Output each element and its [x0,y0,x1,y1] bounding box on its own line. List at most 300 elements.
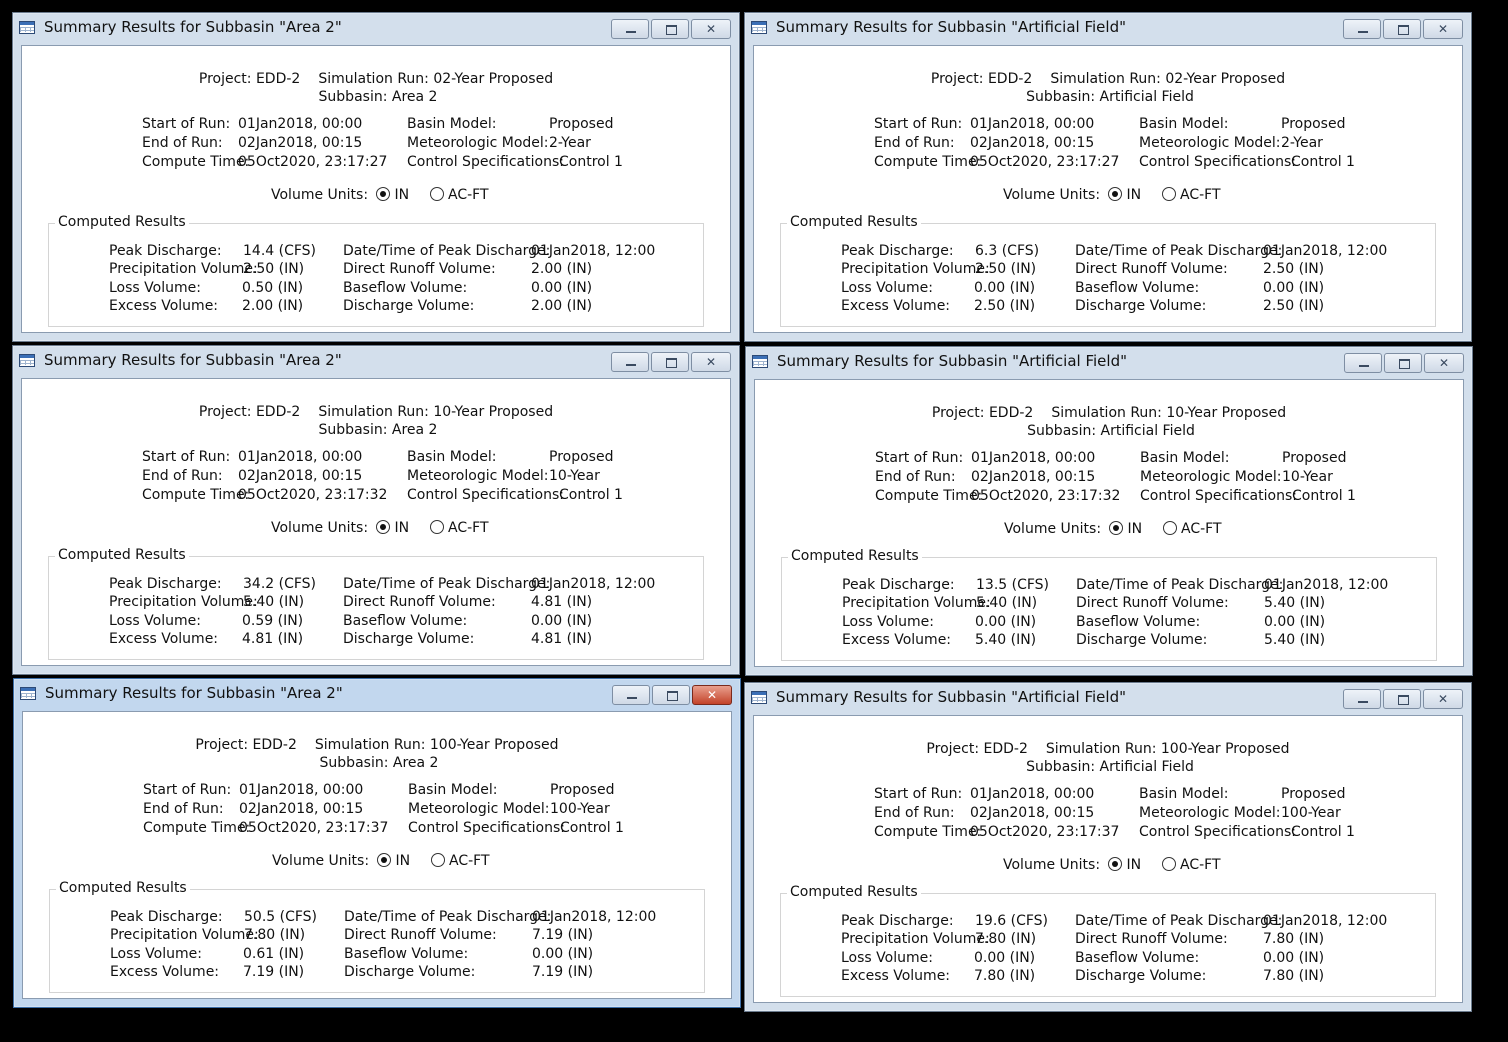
volume-units-acft-label[interactable]: AC-FT [1181,521,1222,537]
minimize-icon [1358,701,1368,703]
end-of-run-label: End of Run: [142,135,223,151]
peak-discharge-value: 13.5 (CFS) [976,577,1050,593]
start-of-run-label: Start of Run: [874,786,963,802]
window-title: Summary Results for Subbasin "Area 2" [45,684,343,702]
peak-time-value: 01Jan2018, 12:00 [1263,243,1388,259]
peak-time-value: 01Jan2018, 12:00 [1264,577,1389,593]
peak-discharge-label: Peak Discharge: [842,577,955,593]
basin-model-label: Basin Model: [1139,116,1229,132]
volume-units-in-label[interactable]: IN [394,187,410,203]
summary-results-window[interactable] [744,682,1472,1012]
control-specifications-value: Control 1 [560,820,624,836]
peak-discharge-value: 50.5 (CFS) [244,909,318,925]
peak-time-value: 01Jan2018, 12:00 [531,576,656,592]
loss-volume-value: 0.59 (IN) [242,613,304,629]
control-specifications-label: Control Specifications: [407,487,564,503]
baseflow-volume-label: Baseflow Volume: [343,613,468,629]
volume-units-in-radio[interactable] [376,187,390,201]
simulation-run-label: Simulation Run: 10-Year Proposed [1051,405,1287,421]
close-button[interactable] [1423,19,1463,39]
window-title: Summary Results for Subbasin "Area 2" [44,18,342,36]
excess-volume-label: Excess Volume: [109,631,219,647]
start-of-run-value: 01Jan2018, 00:00 [970,786,1095,802]
basin-model-value: Proposed [1281,116,1346,132]
results-panel [754,379,1464,667]
maximize-icon [666,358,677,368]
window-title: Summary Results for Subbasin "Artificial Field" [776,688,1126,706]
minimize-button[interactable] [1344,353,1382,373]
meteorologic-model-label: Meteorologic Model: [1140,469,1282,485]
basin-model-value: Proposed [1282,450,1347,466]
direct-runoff-label: Direct Runoff Volume: [1075,261,1228,277]
basin-model-value: Proposed [549,116,614,132]
compute-time-label: Compute Time: [874,154,982,170]
computed-results-group [48,214,704,327]
volume-units-label: Volume Units: [271,520,369,536]
volume-units-acft-radio[interactable] [1162,857,1176,871]
precipitation-volume-label: Precipitation Volume: [109,261,258,277]
direct-runoff-label: Direct Runoff Volume: [344,927,497,943]
maximize-icon [667,691,678,701]
excess-volume-value: 4.81 (IN) [242,631,304,647]
summary-results-window[interactable] [745,346,1473,676]
control-specifications-value: Control 1 [1291,154,1355,170]
end-of-run-value: 02Jan2018, 00:15 [238,468,363,484]
volume-units-in-label[interactable]: IN [1126,187,1142,203]
basin-model-label: Basin Model: [1140,450,1230,466]
compute-time-label: Compute Time: [875,488,983,504]
results-panel [753,45,1463,333]
close-icon: ✕ [706,688,718,702]
peak-time-label: Date/Time of Peak Discharge: [1075,913,1283,929]
table-icon [19,354,35,367]
summary-results-window[interactable] [12,12,740,342]
compute-time-label: Compute Time: [874,824,982,840]
minimize-icon [626,364,636,366]
precipitation-volume-label: Precipitation Volume: [841,931,990,947]
discharge-volume-label: Discharge Volume: [343,298,475,314]
compute-time-value: 05Oct2020, 23:17:32 [238,487,388,503]
meteorologic-model-value: 10-Year [549,468,600,484]
volume-units-acft-radio[interactable] [430,187,444,201]
control-specifications-value: Control 1 [1292,488,1356,504]
baseflow-volume-value: 0.00 (IN) [531,280,593,296]
computed-results-group [780,214,1436,327]
compute-time-label: Compute Time: [143,820,251,836]
basin-model-value: Proposed [1281,786,1346,802]
close-button[interactable] [691,352,731,372]
volume-units-acft-label[interactable]: AC-FT [448,520,489,536]
minimize-icon [627,697,637,699]
computed-results-title: Computed Results [787,214,921,230]
excess-volume-value: 5.40 (IN) [975,632,1037,648]
close-button[interactable] [692,685,732,705]
start-of-run-label: Start of Run: [874,116,963,132]
end-of-run-label: End of Run: [874,135,955,151]
simulation-run-label: Simulation Run: 100-Year Proposed [314,737,559,753]
excess-volume-label: Excess Volume: [841,968,951,984]
compute-time-value: 05Oct2020, 23:17:32 [971,488,1121,504]
results-panel [21,378,731,666]
start-of-run-label: Start of Run: [875,450,964,466]
peak-time-value: 01Jan2018, 12:00 [531,243,656,259]
volume-units-row [271,520,489,536]
baseflow-volume-value: 0.00 (IN) [532,946,594,962]
precipitation-volume-value: 2.50 (IN) [243,261,305,277]
volume-units-row [271,187,489,203]
volume-units-acft-radio[interactable] [1162,187,1176,201]
maximize-button[interactable] [651,19,689,39]
meteorologic-model-label: Meteorologic Model: [1139,135,1281,151]
control-specifications-label: Control Specifications: [1139,154,1296,170]
control-specifications-label: Control Specifications: [1140,488,1297,504]
title-bar[interactable] [746,347,1472,377]
maximize-icon [1399,359,1410,369]
table-icon [752,355,768,368]
meteorologic-model-label: Meteorologic Model: [407,468,549,484]
baseflow-volume-label: Baseflow Volume: [343,280,468,296]
subbasin-label: Subbasin: Artificial Field [1026,89,1194,105]
discharge-volume-value: 7.19 (IN) [532,964,594,980]
volume-units-in-radio[interactable] [377,853,391,867]
volume-units-in-radio[interactable] [376,520,390,534]
project-label: Project: EDD-2 [931,405,1034,421]
loss-volume-label: Loss Volume: [110,946,202,962]
end-of-run-label: End of Run: [875,469,956,485]
direct-runoff-value: 7.80 (IN) [1263,931,1325,947]
close-icon: ✕ [1437,692,1449,706]
compute-time-value: 05Oct2020, 23:17:27 [970,154,1120,170]
start-of-run-value: 01Jan2018, 00:00 [971,450,1096,466]
results-panel [21,45,731,333]
control-specifications-value: Control 1 [559,154,623,170]
peak-time-label: Date/Time of Peak Discharge: [344,909,552,925]
project-run-line [755,405,1463,421]
project-label: Project: EDD-2 [198,404,301,420]
title-bar[interactable] [14,679,740,709]
precipitation-volume-value: 5.40 (IN) [976,595,1038,611]
volume-units-in-label[interactable]: IN [1126,857,1142,873]
meteorologic-model-label: Meteorologic Model: [1139,805,1281,821]
title-bar[interactable] [13,346,739,376]
excess-volume-label: Excess Volume: [841,298,951,314]
discharge-volume-label: Discharge Volume: [344,964,476,980]
volume-units-acft-radio[interactable] [1163,521,1177,535]
loss-volume-value: 0.00 (IN) [975,614,1037,630]
compute-time-label: Compute Time: [142,154,250,170]
meteorologic-model-label: Meteorologic Model: [407,135,549,151]
control-specifications-label: Control Specifications: [408,820,565,836]
simulation-run-label: Simulation Run: 10-Year Proposed [318,404,554,420]
project-label: Project: EDD-2 [930,71,1033,87]
precipitation-volume-value: 5.40 (IN) [243,594,305,610]
peak-time-value: 01Jan2018, 12:00 [1263,913,1388,929]
loss-volume-value: 0.00 (IN) [974,950,1036,966]
volume-units-acft-label[interactable]: AC-FT [1180,857,1221,873]
meteorologic-model-value: 2-Year [1281,135,1323,151]
direct-runoff-value: 4.81 (IN) [531,594,593,610]
peak-discharge-label: Peak Discharge: [109,243,222,259]
project-run-line [22,404,730,420]
project-run-line [754,71,1462,87]
control-specifications-value: Control 1 [559,487,623,503]
meteorologic-model-value: 2-Year [549,135,591,151]
baseflow-volume-value: 0.00 (IN) [1263,280,1325,296]
project-run-line [754,741,1462,757]
control-specifications-label: Control Specifications: [1139,824,1296,840]
meteorologic-model-value: 100-Year [550,801,610,817]
direct-runoff-value: 2.50 (IN) [1263,261,1325,277]
excess-volume-value: 7.80 (IN) [974,968,1036,984]
volume-units-in-radio[interactable] [1108,857,1122,871]
loss-volume-label: Loss Volume: [841,280,933,296]
close-button[interactable] [1423,689,1463,709]
direct-runoff-label: Direct Runoff Volume: [343,594,496,610]
basin-model-value: Proposed [549,449,614,465]
baseflow-volume-value: 0.00 (IN) [1263,950,1325,966]
close-icon: ✕ [705,22,717,36]
excess-volume-label: Excess Volume: [842,632,952,648]
computed-results-group [781,548,1437,661]
close-button[interactable] [1424,353,1464,373]
minimize-button[interactable] [611,19,649,39]
start-of-run-label: Start of Run: [142,449,231,465]
excess-volume-value: 7.19 (IN) [243,964,305,980]
peak-discharge-value: 14.4 (CFS) [243,243,317,259]
volume-units-in-radio[interactable] [1108,187,1122,201]
maximize-button[interactable] [1383,19,1421,39]
peak-discharge-label: Peak Discharge: [841,243,954,259]
loss-volume-label: Loss Volume: [109,280,201,296]
start-of-run-value: 01Jan2018, 00:00 [238,449,363,465]
peak-discharge-label: Peak Discharge: [109,576,222,592]
discharge-volume-value: 2.50 (IN) [1263,298,1325,314]
direct-runoff-value: 2.00 (IN) [531,261,593,277]
minimize-button[interactable] [1343,19,1381,39]
minimize-button[interactable] [612,685,650,705]
peak-time-label: Date/Time of Peak Discharge: [343,243,551,259]
direct-runoff-label: Direct Runoff Volume: [343,261,496,277]
maximize-button[interactable] [651,352,689,372]
loss-volume-value: 0.00 (IN) [974,280,1036,296]
computed-results-title: Computed Results [55,214,189,230]
peak-time-label: Date/Time of Peak Discharge: [343,576,551,592]
title-bar[interactable] [745,683,1471,713]
excess-volume-value: 2.00 (IN) [242,298,304,314]
discharge-volume-label: Discharge Volume: [1075,298,1207,314]
compute-time-value: 05Oct2020, 23:17:37 [970,824,1120,840]
peak-time-value: 01Jan2018, 12:00 [532,909,657,925]
maximize-icon [1398,695,1409,705]
discharge-volume-value: 4.81 (IN) [531,631,593,647]
compute-time-label: Compute Time: [142,487,250,503]
meteorologic-model-value: 10-Year [1282,469,1333,485]
volume-units-in-label[interactable]: IN [395,853,411,869]
subbasin-label: Subbasin: Area 2 [319,755,439,771]
basin-model-label: Basin Model: [407,449,497,465]
peak-time-label: Date/Time of Peak Discharge: [1076,577,1284,593]
precipitation-volume-label: Precipitation Volume: [842,595,991,611]
volume-units-row [1003,857,1221,873]
basin-model-label: Basin Model: [408,782,498,798]
precipitation-volume-value: 2.50 (IN) [975,261,1037,277]
volume-units-acft-label[interactable]: AC-FT [1180,187,1221,203]
volume-units-row [1004,521,1222,537]
baseflow-volume-label: Baseflow Volume: [1075,950,1200,966]
excess-volume-label: Excess Volume: [109,298,219,314]
baseflow-volume-value: 0.00 (IN) [531,613,593,629]
direct-runoff-label: Direct Runoff Volume: [1076,595,1229,611]
table-icon [751,21,767,34]
window-title: Summary Results for Subbasin "Artificial Field" [777,352,1127,370]
loss-volume-label: Loss Volume: [842,614,934,630]
loss-volume-value: 0.61 (IN) [243,946,305,962]
simulation-run-label: Simulation Run: 02-Year Proposed [318,71,554,87]
control-specifications-label: Control Specifications: [407,154,564,170]
end-of-run-value: 02Jan2018, 00:15 [970,135,1095,151]
excess-volume-value: 2.50 (IN) [974,298,1036,314]
window-title: Summary Results for Subbasin "Artificial Field" [776,18,1126,36]
results-panel [753,715,1463,1003]
computed-results-title: Computed Results [787,884,921,900]
baseflow-volume-label: Baseflow Volume: [1076,614,1201,630]
end-of-run-value: 02Jan2018, 00:15 [971,469,1096,485]
close-icon: ✕ [1438,356,1450,370]
control-specifications-value: Control 1 [1291,824,1355,840]
maximize-button[interactable] [1384,353,1422,373]
precipitation-volume-label: Precipitation Volume: [110,927,259,943]
table-icon [19,21,35,34]
peak-discharge-value: 6.3 (CFS) [975,243,1040,259]
peak-discharge-label: Peak Discharge: [841,913,954,929]
summary-results-window[interactable] [744,12,1472,342]
end-of-run-label: End of Run: [142,468,223,484]
volume-units-acft-label[interactable]: AC-FT [448,187,489,203]
direct-runoff-label: Direct Runoff Volume: [1075,931,1228,947]
simulation-run-label: Simulation Run: 100-Year Proposed [1045,741,1290,757]
meteorologic-model-label: Meteorologic Model: [408,801,550,817]
discharge-volume-value: 7.80 (IN) [1263,968,1325,984]
volume-units-label: Volume Units: [272,853,370,869]
basin-model-label: Basin Model: [1139,786,1229,802]
subbasin-label: Subbasin: Area 2 [318,422,438,438]
peak-discharge-value: 34.2 (CFS) [243,576,317,592]
maximize-button[interactable] [652,685,690,705]
subbasin-label: Subbasin: Area 2 [318,89,438,105]
close-icon: ✕ [705,355,717,369]
subbasin-label: Subbasin: Artificial Field [1026,759,1194,775]
computed-results-group [780,884,1436,997]
maximize-button[interactable] [1383,689,1421,709]
compute-time-value: 05Oct2020, 23:17:27 [238,154,388,170]
simulation-run-label: Simulation Run: 02-Year Proposed [1050,71,1286,87]
volume-units-row [272,853,490,869]
loss-volume-label: Loss Volume: [109,613,201,629]
project-label: Project: EDD-2 [926,741,1028,757]
precipitation-volume-value: 7.80 (IN) [244,927,306,943]
loss-volume-value: 0.50 (IN) [242,280,304,296]
computed-results-group [49,880,705,993]
basin-model-label: Basin Model: [407,116,497,132]
direct-runoff-value: 5.40 (IN) [1264,595,1326,611]
results-panel [22,711,732,999]
baseflow-volume-label: Baseflow Volume: [344,946,469,962]
summary-results-window[interactable] [12,345,740,675]
minimize-icon [1359,365,1369,367]
title-bar[interactable] [745,13,1471,43]
start-of-run-value: 01Jan2018, 00:00 [238,116,363,132]
window-title: Summary Results for Subbasin "Area 2" [44,351,342,369]
discharge-volume-value: 5.40 (IN) [1264,632,1326,648]
start-of-run-value: 01Jan2018, 00:00 [970,116,1095,132]
maximize-icon [666,25,677,35]
baseflow-volume-label: Baseflow Volume: [1075,280,1200,296]
volume-units-in-label[interactable]: IN [1127,521,1143,537]
volume-units-label: Volume Units: [271,187,369,203]
volume-units-label: Volume Units: [1003,857,1101,873]
volume-units-acft-radio[interactable] [431,853,445,867]
volume-units-acft-radio[interactable] [430,520,444,534]
discharge-volume-label: Discharge Volume: [1076,632,1208,648]
project-label: Project: EDD-2 [195,737,297,753]
minimize-button[interactable] [611,352,649,372]
computed-results-group [48,547,704,660]
start-of-run-value: 01Jan2018, 00:00 [239,782,364,798]
volume-units-label: Volume Units: [1003,187,1101,203]
table-icon [20,687,36,700]
start-of-run-label: Start of Run: [143,782,232,798]
volume-units-label: Volume Units: [1004,521,1102,537]
maximize-icon [1398,25,1409,35]
volume-units-in-label[interactable]: IN [394,520,410,536]
peak-time-label: Date/Time of Peak Discharge: [1075,243,1283,259]
direct-runoff-value: 7.19 (IN) [532,927,594,943]
peak-discharge-value: 19.6 (CFS) [975,913,1049,929]
minimize-button[interactable] [1343,689,1381,709]
close-icon: ✕ [1437,22,1449,36]
end-of-run-value: 02Jan2018, 00:15 [970,805,1095,821]
close-button[interactable] [691,19,731,39]
subbasin-label: Subbasin: Artificial Field [1027,423,1195,439]
end-of-run-label: End of Run: [874,805,955,821]
computed-results-title: Computed Results [788,548,922,564]
baseflow-volume-value: 0.00 (IN) [1264,614,1326,630]
precipitation-volume-label: Precipitation Volume: [109,594,258,610]
end-of-run-value: 02Jan2018, 00:15 [239,801,364,817]
start-of-run-label: Start of Run: [142,116,231,132]
project-label: Project: EDD-2 [198,71,301,87]
compute-time-value: 05Oct2020, 23:17:37 [239,820,389,836]
volume-units-acft-label[interactable]: AC-FT [449,853,490,869]
excess-volume-label: Excess Volume: [110,964,220,980]
loss-volume-label: Loss Volume: [841,950,933,966]
volume-units-in-radio[interactable] [1109,521,1123,535]
computed-results-title: Computed Results [55,547,189,563]
project-run-line [22,71,730,87]
title-bar[interactable] [13,13,739,43]
summary-results-window[interactable] [13,678,741,1008]
table-icon [751,691,767,704]
precipitation-volume-value: 7.80 (IN) [975,931,1037,947]
volume-units-row [1003,187,1221,203]
precipitation-volume-label: Precipitation Volume: [841,261,990,277]
end-of-run-label: End of Run: [143,801,224,817]
minimize-icon [1358,31,1368,33]
discharge-volume-label: Discharge Volume: [1075,968,1207,984]
basin-model-value: Proposed [550,782,615,798]
minimize-icon [626,31,636,33]
end-of-run-value: 02Jan2018, 00:15 [238,135,363,151]
